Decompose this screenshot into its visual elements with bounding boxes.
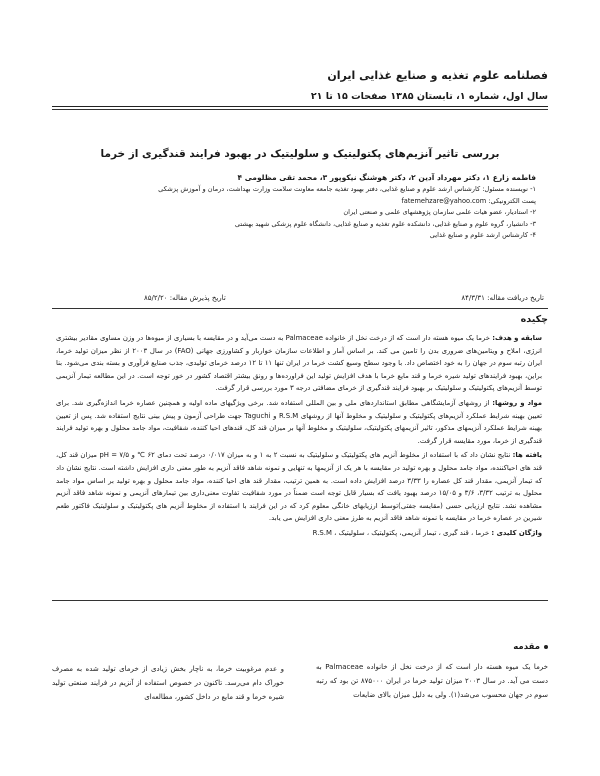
affiliation-2: ۲- استادیار، عضو هیات علمی سازمان پژوهشهای علمی و صنعتی ایران: [343, 208, 536, 216]
accepted-date: تاریخ پذیرش مقاله: ۸۵/۲/۲۰: [144, 294, 226, 302]
keywords-text: خرما ، قند گیری ، تیمار آنزیمی، پکتولیتیک ، سلولیتیک ، R.S.M: [312, 528, 490, 537]
paper-title: بررسی تاثیر آنزیم‌های پکتولیتیک و سلولیتیک در بهبود فرایند قندگیری از خرما: [100, 148, 500, 160]
column-left: [52, 662, 284, 704]
author-list: فاطمه زارع ۱، دکتر مهرداد آدین ۲، دکتر هوشنگ نیکوپور ۳، محمد تقی مظلومی ۴: [237, 173, 536, 182]
column-right: [316, 640, 548, 702]
intro-heading-row: [316, 640, 548, 654]
intro-text-left: و عدم مرغوبیت خرما، به ناچار بخش زیادی از خرمای تولید شده به مصرف خوراک دام می‌رسد. تاکنون در خصوص استفاده از آنزیم در فرایند صنعتی تولید شیره خرما و قند مایع در داخل کشور، مطالعه‌ای: [52, 665, 284, 701]
header-rule: [52, 106, 548, 107]
background-text: خرما یک میوه هسته دار است که از درخت نخل از خانواده Palmaceae به دست می‌آید و در مقایسه با بسیاری از میوه‌ها در وزن مساوی مقادیر بیشتری انرژی، املاح و ویتامین‌های ضروری بدن را تامین می کند. بر اساس آمار و اطلاعات سازمان خواربار و کشاورزی جهانی (FAO) در سال ۲۰۰۳ از نظر میزان تولید خرما، ایران رتبه سوم در جهان را به خود اختصاص داد. با وجود سطح وسیع کشت خرما در ایران تنها ۱۱ تا ۱۲ درصد خرمای تولیدی، جذب صنایع فرآوری و بسته بندی می‌شود. بنا براین، بهبود فرایندهای تولید شیره خرما و قند مایع خرما با هدف افزایش تولید این فراورده‌ها و رونق بیشتر اقتصاد کشور در خور توجه است. در این مطالعه تیمار آنزیمی توسط آنزیم‌های پکتولیتیک و سلولیتیک بر بهبود فرایند قندگیری از خرمای مضافتی درجه ۳ مورد بررسی قرار گرفت.: [56, 334, 542, 393]
bullet-icon: [544, 645, 548, 649]
abstract-body: [56, 332, 542, 542]
abstract-keywords: [56, 527, 542, 540]
affiliation-4: ۴- کارشناس ارشد علوم و صنایع غذایی: [429, 231, 536, 239]
received-date: تاریخ دریافت مقاله: ۸۴/۳/۳۱: [461, 294, 544, 302]
affiliation-3: ۳- دانشیار، گروه علوم و صنایع غذایی، دانشکده علوم تغذیه و صنایع غذایی، دانشگاه علوم پزشکی شهید بهشتی: [234, 219, 536, 228]
journal-title: فصلنامه علوم تغذیه و صنایع غذایی ایران: [327, 69, 548, 82]
abstract-background: [56, 332, 542, 395]
body-columns: [52, 640, 548, 770]
methods-label: مواد و روشها:: [492, 398, 543, 407]
dates-rule: [52, 308, 548, 309]
abstract-heading: چکیده: [520, 314, 548, 325]
keywords-label: واژگان کلیدی :: [491, 528, 542, 537]
affiliation-1: ۱- نویسنده مسئول: کارشناس ارشد علوم و صنایع غذایی، دفتر بهبود تغذیه جامعه معاونت سلامت وزارت بهداشت، درمان و آموزش پزشکی: [158, 185, 536, 193]
background-label: سابقه و هدف:: [492, 334, 543, 342]
affiliation-email: پست الکترونیکی: fatemehzare@yahoo.com: [401, 196, 536, 205]
methods-text: از روشهای آزمایشگاهی مطابق استانداردهای ملی و بین المللی استفاده شد. برخی ویژگیهای ماده اولیه و همچنین عصاره خرما اندازه‌گیری شد. برای تعیین بهینه شرایط عملکرد آنزیم‌های پکتولیتیک و سلولیتیک و مخلوط آنها از روشهای R.S.M و Taguchi جهت طراحی آزمون و پیش بینی نتایج استفاده شد. پس از تعیین بهینه شرایط عملکرد آنزیمهای مذکور، تاثیر آنزیمهای پکتولیتیک، سلولیتیک و مخلوط آنها بر میزان قند کل، قندهای احیا کننده، شفافیت، مواد جامد محلول و بهره تولید فرایند قندگیری از خرما، مورد مقایسه قرار گرفت.: [56, 398, 542, 445]
header-rule-thin: [52, 109, 548, 110]
author-block: [66, 172, 536, 242]
abstract-methods: [56, 397, 542, 447]
abstract-rule: [52, 600, 548, 601]
results-text: نتایج نشان داد که با استفاده از مخلوط آنزیم های پکتولیتیک و سلولیتیک به نسبت ۲ به ۱ و به میزان ۰/۰۱۷ درصد تحت دمای ۶۲ ℃ و pH = ۷/۵ میزان قند کل، قند های احیاکننده، مواد جامد محلول و بهره تولید در مقایسه با هر یک از آنزیمها به تنهایی و نمونه شاهد فاقد آنزیم به طور معنی داری افزایش داشته است. نتایج نشان داد که تیمار آنزیمی، مقدار قند کل عصاره را ۳/۳۳ درصد افزایش داده است. به همین ترتیب، مقدار قند های احیا کننده، مواد جامد محلول و بهره تولید بر اساس مواد جامد محلول به ترتیب ۳/۳۲، ۳/۶ و ۱۵/۰۵ درصد بهبود یافت که بسیار قابل توجه است ضمناً در مورد شفافیت تفاوت معنی‌داری بین تیمارهای آنزیمی و نمونه شاهد فاقد آنزیم مشاهده نشد. نتایج ارزیابی حسی (مقایسه جفتی)توسط ارزیابهای خانگی معلوم کرد که در این فرایند با استفاده از مخلوط آنزیم های پکتولیتیک و سلولیتیک فاکتور طعم شیرین در عصاره خرما در مقایسه با نمونه شاهد فاقد آنزیم به طرز معنی داری افزایش می یابد.: [56, 451, 542, 523]
journal-header: [52, 68, 548, 104]
results-label: یافته ها:: [512, 451, 543, 460]
intro-text-right: خرما یک میوه هسته دار است که از درخت نخل از خانواده Palmaceae به دست می آید. در سال ۲۰۰۳ میزان تولید خرما در ایران ۸۷۵۰۰۰ تن بود که رتبه سوم در جهان محسوب می‌شد(۱). ولی به دلیل میزان بالای ضایعات: [316, 663, 549, 699]
journal-issue: سال اول، شماره ۱، تابستان ۱۳۸۵ صفحات ۱۵ تا ۲۱: [310, 91, 548, 102]
abstract-results: [56, 449, 542, 525]
intro-heading: مقدمه: [513, 642, 540, 652]
